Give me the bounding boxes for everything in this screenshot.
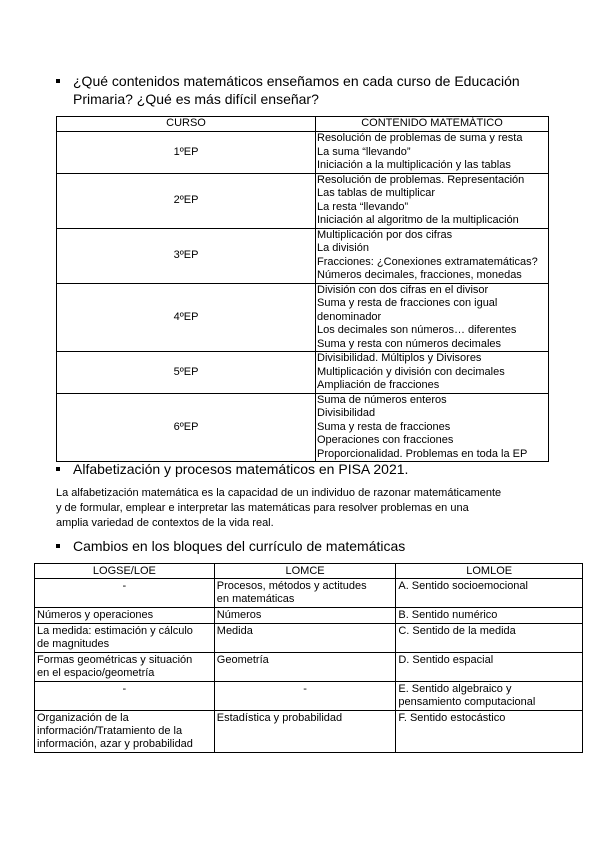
content-line: denominador [317, 310, 382, 323]
content-line: Multiplicación por dos cifras [317, 228, 453, 241]
lomce-cell [214, 682, 396, 711]
course-cell: 4ºEP [57, 283, 316, 352]
content-line: La suma “llevando” [317, 145, 411, 158]
content-line: Proporcionalidad. Problemas en toda la EP [317, 447, 528, 460]
table-header-row [35, 564, 583, 579]
lomloe-cell [396, 711, 583, 753]
content-line: La resta “llevando” [317, 200, 409, 213]
lomloe-cell [396, 682, 583, 711]
cell-line: en el espacio/geometría [37, 667, 155, 679]
content-cell [316, 283, 549, 352]
heading-line-1: ¿Qué contenidos matemáticos enseñamos en cada curso de Educación [73, 73, 520, 89]
table-row [57, 173, 549, 228]
lomce-cell [214, 579, 396, 608]
paragraph-line: amplia variedad de contextos de la vida real. [56, 517, 274, 529]
course-content-table [56, 116, 549, 462]
content-line: Divisibilidad. Múltiplos y Divisores [317, 352, 482, 364]
lomloe-cell [396, 579, 583, 608]
cell-line: Geometría [216, 654, 269, 666]
cell-line: Organización de la [37, 712, 129, 724]
logse-cell [35, 653, 215, 682]
cell-line: en matemáticas [216, 593, 295, 605]
pisa-heading-text: Alfabetización y procesos matemáticos en PISA 2021. [73, 461, 409, 477]
content-line: Suma y resta de fracciones con igual [317, 297, 498, 309]
content-line: Suma de números enteros [317, 393, 447, 406]
content-line: Números decimales, fracciones, monedas [317, 269, 522, 281]
header-lomloe: LOMLOE [396, 564, 583, 579]
course-cell: 6ºEP [57, 393, 316, 462]
table-row [35, 608, 583, 624]
content-line: Iniciación al algoritmo de la multiplicación [317, 214, 519, 226]
table-row [57, 393, 549, 462]
cell-line: F. Sentido estocástico [398, 712, 506, 724]
table-row [57, 228, 549, 283]
content-line: Iniciación a la multiplicación y las tablas [317, 159, 511, 171]
cell-line: de magnitudes [37, 638, 110, 650]
cell-line: B. Sentido numérico [398, 609, 498, 621]
cambios-heading-text: Cambios en los bloques del currículo de matemáticas [73, 538, 406, 554]
bullet-icon [56, 544, 60, 548]
course-cell: 5ºEP [57, 352, 316, 394]
header-lomce: LOMCE [214, 564, 396, 579]
paragraph-line: y de formular, emplear e interpretar las matemáticas para resolver problemas en una [56, 502, 469, 514]
lomloe-cell [396, 624, 583, 653]
table-row [35, 682, 583, 711]
paragraph-line: La alfabetización matemática es la capacidad de un individuo de razonar matemáticamente [56, 487, 502, 499]
header-contenido: CONTENIDO MATEMÁTICO [316, 117, 549, 132]
logse-cell [35, 608, 215, 624]
table-header-row [57, 117, 549, 132]
pisa-paragraph [56, 486, 556, 531]
table-row [57, 132, 549, 174]
course-cell: 1ºEP [57, 132, 316, 174]
lomce-cell [214, 711, 396, 753]
cell-line: información, azar y probabilidad [37, 738, 193, 750]
cell-line: - [303, 683, 307, 695]
cell-line: Números y operaciones [37, 609, 154, 621]
header-logse: LOGSE/LOE [35, 564, 215, 579]
content-line: La división [317, 242, 369, 254]
lomloe-cell [396, 608, 583, 624]
table-row [35, 653, 583, 682]
content-line: Las tablas de multiplicar [317, 187, 436, 199]
cell-line: pensamiento computacional [398, 696, 536, 708]
content-line: Ampliación de fracciones [317, 379, 440, 391]
cell-line: La medida: estimación y cálculo [37, 625, 193, 637]
content-cell [316, 228, 549, 283]
content-line: Resolución de problemas de suma y resta [317, 132, 523, 144]
cell-line: Números [216, 609, 262, 621]
content-line: Resolución de problemas. Representación [317, 173, 525, 186]
cell-line: A. Sentido socioemocional [398, 580, 528, 592]
lomloe-cell [396, 653, 583, 682]
cell-line: Procesos, métodos y actitudes [216, 580, 367, 592]
cell-line: E. Sentido algebraico y [398, 683, 512, 695]
logse-cell [35, 579, 215, 608]
content-line: Fracciones: ¿Conexiones extramatemáticas? [317, 255, 538, 268]
table-row [35, 579, 583, 608]
header-curso: CURSO [57, 117, 316, 132]
content-line: Multiplicación y división con decimales [317, 365, 505, 378]
logse-cell [35, 682, 215, 711]
course-cell: 3ºEP [57, 228, 316, 283]
cell-line: D. Sentido espacial [398, 654, 494, 666]
content-cell [316, 132, 549, 174]
lomce-cell [214, 624, 396, 653]
content-line: Suma y resta con números decimales [317, 337, 502, 350]
cell-line: información/Tratamiento de la [37, 725, 183, 737]
content-cell [316, 393, 549, 462]
content-line: Los decimales son números… diferentes [317, 324, 517, 336]
cell-line: Formas geométricas y situación [37, 654, 193, 666]
cell-line: - [122, 683, 127, 695]
content-line: Operaciones con fracciones [317, 434, 454, 446]
lomce-cell [214, 653, 396, 682]
content-cell [316, 352, 549, 394]
bullet-icon [56, 79, 60, 83]
content-cell [316, 173, 549, 228]
content-line: Suma y resta de fracciones [317, 420, 451, 433]
table-row [35, 624, 583, 653]
logse-cell [35, 624, 215, 653]
table-row [57, 352, 549, 394]
table-row [57, 283, 549, 352]
heading-line-2: Primaria? ¿Qué es más difícil enseñar? [73, 91, 319, 107]
table-row [35, 711, 583, 753]
curriculum-table [34, 563, 583, 753]
cell-line: C. Sentido de la medida [398, 625, 516, 637]
cell-line: - [122, 580, 127, 592]
content-line: Divisibilidad [317, 407, 376, 419]
logse-cell [35, 711, 215, 753]
bullet-icon [56, 467, 60, 471]
course-cell: 2ºEP [57, 173, 316, 228]
content-line: División con dos cifras en el divisor [317, 283, 489, 296]
cell-line: Medida [216, 625, 253, 637]
lomce-cell [214, 608, 396, 624]
cell-line: Estadística y probabilidad [216, 712, 343, 724]
